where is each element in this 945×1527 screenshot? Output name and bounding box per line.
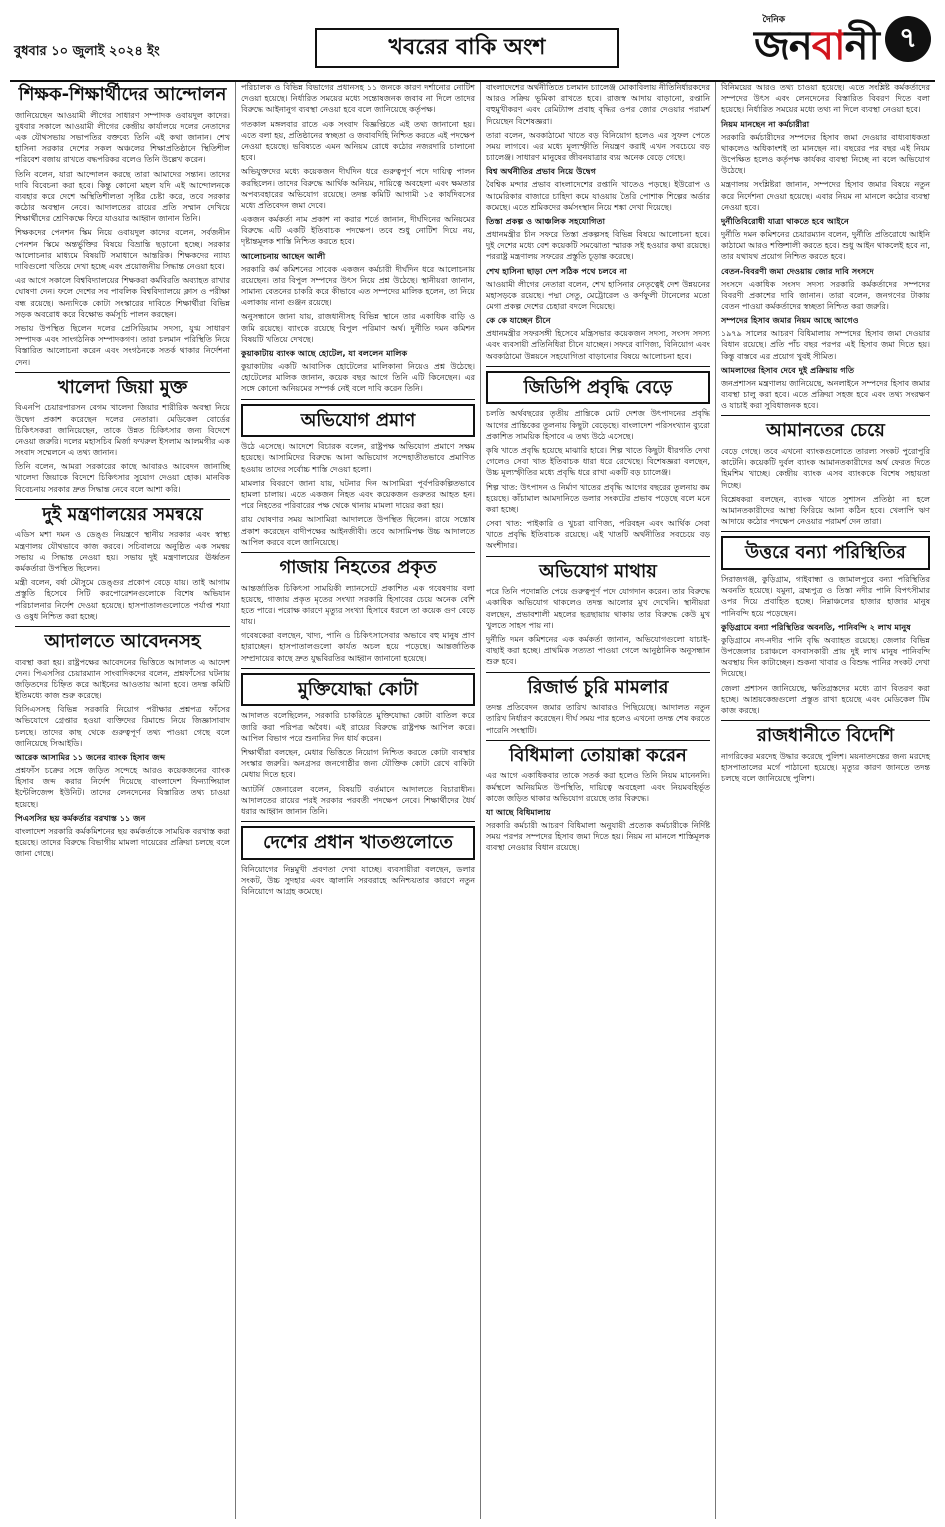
masthead bbox=[10, 8, 935, 82]
subheading: আমলাদের হিসাব দেবে দুই প্রক্রিয়ায় গতি bbox=[721, 364, 855, 375]
body-paragraph: তদন্ত প্রতিবেদন জমার তারিখ আবারও পিছিয়েছে। আদালত নতুন তারিখ নির্ধারণ করেছেন। দীর্ঘ সময় পার হলেও এখনো তদন্ত শেষ করতে পারেনি সংস্থাটি। bbox=[486, 703, 710, 735]
body-paragraph: কৃষি খাতে প্রবৃদ্ধি হয়েছে মাঝারি হারে। শিল্প খাতে কিছুটা ধীরগতি দেখা গেলেও সেবা খাত ইতিবাচক ধারা ধরে রেখেছে। বিশেষজ্ঞরা বলছেন, উচ্চ মূল্যস্ফীতির মধ্যে প্রবৃদ্ধি ধরে রাখা একটি বড় চ্যালেঞ্জ। bbox=[486, 445, 710, 478]
headline: উত্তরে বন্যা পরিস্থিতির bbox=[721, 536, 930, 570]
subheading: কে কে যাচ্ছেন চীনে bbox=[486, 315, 551, 326]
body-paragraph: বিএনপি চেয়ারপারসন বেগম খালেদা জিয়ার শারীরিক অবস্থা নিয়ে উদ্বেগ প্রকাশ করেছেন দলের নেতারা। মেডিকেল বোর্ডের চিকিৎসকরা জানিয়েছেন, তাকে উন্নত চিকিৎসার জন্য বিদেশে নেওয়া জরুরি। দলের মহাসচিব মির্জা ফখরুল ইসলাম আলমগীর এক সংবাদ সম্মেলনে এ তথ্য জানান। bbox=[15, 403, 230, 458]
body-paragraph: বৈশ্বিক মন্দার প্রভাব বাংলাদেশের রপ্তানি খাতেও পড়ছে। ইউরোপ ও আমেরিকার বাজারে চাহিদা কমে যাওয়ায় তৈরি পোশাক শিল্পের অর্ডার কমেছে। এতে শ্রমিকদের কর্মসংস্থান নিয়ে শঙ্কা দেখা দিয়েছে। bbox=[486, 180, 710, 212]
subheading: বিশ্ব অর্থনীতির প্রভাব নিয়ে উদ্বেগ bbox=[486, 166, 596, 177]
subheading: দুর্নীতিবিরোধী যাত্রা থাকতে হবে আইনে bbox=[721, 215, 849, 226]
body-paragraph: প্রধানমন্ত্রীর চীন সফরে তিস্তা প্রকল্পসহ বিভিন্ন বিষয়ে আলোচনা হবে। দুই দেশের মধ্যে বেশ কয়েকটি সমঝোতা স্মারক সই হওয়ার কথা রয়েছে। পররাষ্ট্র মন্ত্রণালয় সফরের প্রস্তুতি চূড়ান্ত করেছে। bbox=[486, 230, 710, 262]
subheading: তিস্তা প্রকল্প ও আঞ্চলিক সহযোগিতা bbox=[486, 215, 606, 226]
column-1 bbox=[10, 82, 235, 1519]
brand-logo-part-3: নী bbox=[844, 23, 879, 69]
body-paragraph: ১৯৭৯ সালের আচরণ বিধিমালায় সম্পদের হিসাব জমা দেওয়ার বিধান রয়েছে। প্রতি পাঁচ বছর পরপর এই হিসাব জমা দিতে হয়। কিন্তু বাস্তবে এর প্রয়োগ খুবই সীমিত। bbox=[721, 329, 930, 361]
column-divider bbox=[721, 720, 930, 721]
headline: দেশের প্রধান খাতগুলোতে bbox=[241, 826, 475, 860]
body-paragraph: সেবা খাত: পাইকারি ও খুচরা বাণিজ্য, পরিবহন এবং আর্থিক সেবা খাতে প্রবৃদ্ধি ইতিবাচক রয়েছে। এই খাতটি অর্থনীতির সবচেয়ে বড় অংশীদার। bbox=[486, 519, 710, 551]
body-paragraph: অভিযুক্তদের মধ্যে কয়েকজন দীর্ঘদিন ধরে গুরুত্বপূর্ণ পদে দায়িত্ব পালন করছিলেন। তাদের বিরুদ্ধে আর্থিক অনিয়ম, দায়িত্বে অবহেলা এবং ক্ষমতার অপব্যবহারের অভিযোগ রয়েছে। তদন্ত কমিটি আগামী ১৫ কার্যদিবসের মধ্যে প্রতিবেদন জমা দেবে। bbox=[241, 167, 475, 210]
headline: জিডিপি প্রবৃদ্ধি বেড়ে bbox=[486, 371, 710, 405]
headline: অভিযোগ মাথায় bbox=[539, 560, 657, 582]
article-columns bbox=[10, 82, 935, 1519]
column-divider bbox=[486, 366, 710, 367]
body-paragraph: আন্তর্জাতিক চিকিৎসা সাময়িকী ল্যানসেটে প্রকাশিত এক গবেষণায় বলা হয়েছে, গাজায় প্রকৃত মৃতের সংখ্যা সরকারি হিসাবের চেয়ে অনেক বেশি হতে পারে। পরোক্ষ কারণে মৃত্যুর সংখ্যা হিসাবে ধরলে তা কয়েক গুণ বেড়ে যায়। bbox=[241, 583, 475, 627]
body-paragraph: তিনি বলেন, যারা আন্দোলন করছে তারা আমাদের সন্তান। তাদের দাবি বিবেচনা করা হবে। কিন্তু কোনো মহল যদি এই আন্দোলনকে ব্যবহার করে দেশে অস্থিতিশীলতা সৃষ্টির চেষ্টা করে, তবে সরকার কঠোর অবস্থান নেবে। আদালতের রায়ের প্রতি সম্মান দেখিয়ে শিক্ষার্থীদের শ্রেণিকক্ষে ফিরে যাওয়ার আহ্বান জানান তিনি। bbox=[15, 169, 230, 224]
headline: শিক্ষক-শিক্ষার্থীদের আন্দোলন bbox=[18, 84, 227, 105]
body-paragraph: আদালত বলেছিলেন, সরকারি চাকরিতে মুক্তিযোদ্ধা কোটা বাতিল করে জারি করা পরিপত্র অবৈধ। এই রায়ের বিরুদ্ধে রাষ্ট্রপক্ষ আপিল করে। আপিল বিভাগ পরে শুনানির দিন ধার্য করেন। bbox=[241, 711, 475, 743]
body-paragraph: বিসিএসসহ বিভিন্ন সরকারি নিয়োগ পরীক্ষার প্রশ্নপত্র ফাঁসের অভিযোগে গ্রেপ্তার হওয়া ব্যক্তিদের রিমান্ডে নিয়ে জিজ্ঞাসাবাদ চলছে। তাদের কাছ থেকে গুরুত্বপূর্ণ তথ্য পাওয়া গেছে বলে জানিয়েছে সিআইডি। bbox=[15, 705, 230, 748]
body-paragraph: বেড়ে গেছে। তবে এখনো ব্যাংকগুলোতে তারল্য সংকট পুরোপুরি কাটেনি। কয়েকটি দুর্বল ব্যাংক আমানতকারীদের অর্থ ফেরত দিতে হিমশিম খাচ্ছে। কেন্দ্রীয় ব্যাংক এসব ব্যাংককে বিশেষ সহায়তা দিচ্ছে। bbox=[721, 447, 930, 490]
headline: খালেদা জিয়া মুক্ত bbox=[57, 376, 188, 398]
brand-logo bbox=[754, 14, 879, 74]
column-divider bbox=[241, 668, 475, 669]
column-divider bbox=[486, 672, 710, 673]
headline: অভিযোগ প্রমাণ bbox=[241, 404, 475, 438]
body-paragraph: বিশ্লেষকরা বলছেন, ব্যাংক খাতে সুশাসন প্রতিষ্ঠা না হলে আমানতকারীদের আস্থা ফিরিয়ে আনা কঠিন হবে। খেলাপি ঋণ আদায়ে কঠোর পদক্ষেপ নেওয়ার পরামর্শ দেন তারা। bbox=[721, 494, 930, 527]
body-paragraph: অ্যাটর্নি জেনারেল বলেন, বিষয়টি বর্তমানে আদালতে বিচারাধীন। আদালতের রায়ের পরই সরকার পরবর্তী পদক্ষেপ নেবে। শিক্ষার্থীদের ধৈর্য ধরার আহ্বান জানান তিনি। bbox=[241, 784, 475, 816]
body-paragraph: একজন কর্মকর্তা নাম প্রকাশ না করার শর্তে জানান, দীর্ঘদিনের অনিয়মের বিরুদ্ধে এটি একটি ইতিবাচক পদক্ষেপ। তবে শুধু নোটিশ দিয়ে নয়, দৃষ্টান্তমূলক শাস্তি নিশ্চিত করতে হবে। bbox=[241, 215, 475, 247]
body-paragraph: উঠে এসেছে। আদেশে বিচারক বলেন, রাষ্ট্রপক্ষ অভিযোগ প্রমাণে সক্ষম হয়েছে। আসামিদের বিরুদ্ধে আনা অভিযোগ সন্দেহাতীতভাবে প্রমাণিত হওয়ায় তাদের সর্বোচ্চ শাস্তি দেওয়া হলো। bbox=[241, 442, 475, 474]
page-number-badge: ৭ bbox=[885, 16, 931, 62]
column-divider bbox=[721, 415, 930, 416]
column-divider bbox=[721, 531, 930, 532]
headline: বিধিমালা তোয়াক্কা করেন bbox=[509, 744, 687, 766]
column-divider bbox=[241, 821, 475, 822]
headline: আদালতে আবেদনসহ bbox=[44, 630, 201, 652]
headline: দুই মন্ত্রণালয়ের সমন্বয়ে bbox=[42, 503, 203, 525]
subheading: সম্পদের হিসাব জমার নিয়ম আছে আগেও bbox=[721, 315, 859, 326]
column-divider bbox=[15, 372, 230, 373]
subheading: নিয়ম মানছেন না কর্মচারীরা bbox=[721, 118, 810, 129]
headline: গাজায় নিহতের প্রকৃত bbox=[279, 556, 437, 578]
body-paragraph: দুর্নীতি দমন কমিশনের চেয়ারম্যান বলেন, দুর্নীতি প্রতিরোধে আইনি কাঠামো আরও শক্তিশালী করতে হবে। শুধু আইন থাকলেই হবে না, তার যথাযথ প্রয়োগ নিশ্চিত করতে হবে। bbox=[721, 230, 930, 262]
column-2 bbox=[235, 82, 480, 1519]
column-divider bbox=[241, 399, 475, 400]
body-paragraph: পরিচালক ও বিভিন্ন বিভাগের প্রধানসহ ১১ জনকে কারণ দর্শানোর নোটিশ দেওয়া হয়েছে। নির্ধারিত সময়ের মধ্যে সন্তোষজনক জবাব না দিলে তাদের বিরুদ্ধে আইনানুগ ব্যবস্থা নেওয়া হবে বলে জানিয়েছে কর্তৃপক্ষ। bbox=[241, 83, 475, 115]
body-paragraph: মামলার বিবরণে জানা যায়, ঘটনার দিন আসামিরা পূর্বপরিকল্পিতভাবে হামলা চালায়। এতে একজন নিহত এবং কয়েকজন গুরুতর আহত হন। পরে নিহতের পরিবারের পক্ষ থেকে থানায় মামলা দায়ের করা হয়। bbox=[241, 478, 475, 511]
column-divider bbox=[15, 499, 230, 500]
issue-date: বুধবার ১০ জুলাই ২০২৪ ইং bbox=[14, 44, 160, 59]
body-paragraph: প্রধানমন্ত্রীর সফরসঙ্গী হিসেবে মন্ত্রিসভার কয়েকজন সদস্য, সংসদ সদস্য এবং ব্যবসায়ী প্রতিনিধিরা চীনে যাচ্ছেন। সফরে বাণিজ্য, বিনিয়োগ এবং অবকাঠামো উন্নয়নে সহযোগিতা বাড়ানোর বিষয়ে আলোচনা হবে। bbox=[486, 329, 710, 361]
headline: রাজধানীতে বিদেশি bbox=[756, 725, 895, 747]
body-paragraph: বিনিয়োগের নিম্নমুখী প্রবণতা দেখা যাচ্ছে। ব্যবসায়ীরা বলছেন, ডলার সংকট, উচ্চ সুদহার এবং জ্বালানি সরবরাহে অনিশ্চয়তার কারণে নতুন বিনিয়োগে আগ্রহ কমেছে। bbox=[241, 864, 475, 897]
body-paragraph: প্রশ্নফাঁস চক্রের সঙ্গে জড়িত সন্দেহে আরও কয়েকজনের ব্যাংক হিসাব জব্দ করার নির্দেশ দিয়েছে বাংলাদেশ ফিন্যান্সিয়াল ইন্টেলিজেন্স ইউনিট। তাদের লেনদেনের বিস্তারিত তথ্য চাওয়া হয়েছে। bbox=[15, 766, 230, 809]
body-paragraph: সরকারি কর্ম কমিশনের সাবেক একজন কর্মচারী দীর্ঘদিন ধরে আলোচনায় রয়েছেন। তার বিপুল সম্পদের উৎস নিয়ে প্রশ্ন উঠেছে। স্থানীয়রা জানান, সামান্য বেতনের চাকরি করে কীভাবে এত সম্পদের মালিক হলেন, তা নিয়ে এলাকায় নানা গুঞ্জন রয়েছে। bbox=[241, 264, 475, 308]
brand-logo-part-2: বা bbox=[811, 23, 845, 69]
body-paragraph: এডিস মশা দমন ও ডেঙ্গু নিয়ন্ত্রণে স্থানীয় সরকার এবং স্বাস্থ্য মন্ত্রণালয় যৌথভাবে কাজ করবে। সচিবালয়ে অনুষ্ঠিত এক সমন্বয় সভায় এ সিদ্ধান্ত নেওয়া হয়। সভায় দুই মন্ত্রণালয়ের ঊর্ধ্বতন কর্মকর্তারা উপস্থিত ছিলেন। bbox=[15, 530, 230, 573]
subheading: আলোচনায় আছেন আলী bbox=[241, 250, 326, 261]
body-paragraph: ব্যবস্থা করা হয়। রাষ্ট্রপক্ষের আবেদনের ভিত্তিতে আদালত এ আদেশ দেন। পিএসসির চেয়ারম্যান সাংবাদিকদের বলেন, প্রশ্নফাঁসের ঘটনায় জড়িতদের চিহ্নিত করে আইনের আওতায় আনা হবে। তদন্ত কমিটি ইতিমধ্যে কাজ শুরু করেছে। bbox=[15, 657, 230, 701]
body-paragraph: নাগরিকের মরদেহ উদ্ধার করেছে পুলিশ। ময়নাতদন্তের জন্য মরদেহ হাসপাতালের মর্গে পাঠানো হয়েছে। মৃত্যুর কারণ জানতে তদন্ত চলছে বলে জানিয়েছে পুলিশ। bbox=[721, 751, 930, 784]
body-paragraph: কুয়াকাটায় একটি আবাসিক হোটেলের মালিকানা নিয়েও প্রশ্ন উঠেছে। হোটেলের মালিক জানান, কয়েক বছর আগে তিনি এটি কিনেছেন। এর সঙ্গে কোনো অনিয়মের সম্পর্ক নেই বলে দাবি করেন তিনি। bbox=[241, 362, 475, 394]
body-paragraph: জেলা প্রশাসন জানিয়েছে, ক্ষতিগ্রস্তদের মধ্যে ত্রাণ বিতরণ করা হচ্ছে। আশ্রয়কেন্দ্রগুলো প্রস্তুত রাখা হয়েছে এবং মেডিকেল টিম কাজ করছে। bbox=[721, 683, 930, 715]
body-paragraph: দুর্নীতি দমন কমিশনের এক কর্মকর্তা জানান, অভিযোগগুলো যাচাই-বাছাই করা হচ্ছে। প্রাথমিক সত্যতা পাওয়া গেলে আনুষ্ঠানিক অনুসন্ধান শুরু হবে। bbox=[486, 635, 710, 667]
subheading: পিএসসির ছয় কর্মকর্তার বরখাস্ত ১১ জন bbox=[15, 812, 146, 823]
subheading: যা আছে বিধিমালায় bbox=[486, 806, 551, 817]
headline: আমানতের চেয়ে bbox=[766, 420, 885, 442]
body-paragraph: রায় ঘোষণার সময় আসামিরা আদালতে উপস্থিত ছিলেন। রায়ে সন্তোষ প্রকাশ করেছেন বাদীপক্ষের আইনজীবী। তবে আসামিপক্ষ উচ্চ আদালতে আপিল করবে বলে জানিয়েছে। bbox=[241, 515, 475, 547]
body-paragraph: বিনিময়ের আরও তথ্য চাওয়া হয়েছে। এতে সংশ্লিষ্ট কর্মকর্তাদের সম্পদের উৎস এবং লেনদেনের বিস্তারিত বিবরণ দিতে বলা হয়েছে। নির্ধারিত সময়ের মধ্যে তথ্য না দিলে ব্যবস্থা নেওয়া হবে। bbox=[721, 83, 930, 115]
body-paragraph: মন্ত্রণালয় সংশ্লিষ্টরা জানান, সম্পদের হিসাব জমার বিষয়ে নতুন করে নির্দেশনা দেওয়া হয়েছে। এবার নিয়ম না মানলে কঠোর ব্যবস্থা নেওয়া হবে। bbox=[721, 180, 930, 212]
body-paragraph: বাংলাদেশের অর্থনীতিতে চলমান চ্যালেঞ্জ মোকাবিলায় নীতিনির্ধারকদের আরও সক্রিয় ভূমিকা রাখতে হবে। রাজস্ব আদায় বাড়ানো, রপ্তানি বহুমুখীকরণ এবং রেমিট্যান্স প্রবাহ বৃদ্ধির ওপর জোর দেওয়ার পরামর্শ দিয়েছেন বিশেষজ্ঞরা। bbox=[486, 83, 710, 126]
body-paragraph: মন্ত্রী বলেন, বর্ষা মৌসুমে ডেঙ্গুর প্রকোপ বেড়ে যায়। তাই আগাম প্রস্তুতি হিসেবে সিটি করপোরেশনগুলোকে বিশেষ অভিযান পরিচালনার নির্দেশ দেওয়া হয়েছে। হাসপাতালগুলোতে পর্যাপ্ত শয্যা ও ওষুধ নিশ্চিত করা হচ্ছে। bbox=[15, 578, 230, 621]
body-paragraph: অনুসন্ধানে জানা যায়, রাজধানীসহ বিভিন্ন স্থানে তার একাধিক বাড়ি ও জমি রয়েছে। ব্যাংকে রয়েছে বিপুল পরিমাণ অর্থ। দুর্নীতি দমন কমিশন বিষয়টি খতিয়ে দেখছে। bbox=[241, 312, 475, 344]
body-paragraph: তারা বলেন, অবকাঠামো খাতে বড় বিনিয়োগ হলেও এর সুফল পেতে সময় লাগবে। এর মধ্যে মূল্যস্ফীতি নিয়ন্ত্রণ করাই এখন সবচেয়ে বড় চ্যালেঞ্জ। সাধারণ মানুষের জীবনযাত্রার ব্যয় অনেক বেড়ে গেছে। bbox=[486, 130, 710, 163]
body-paragraph: গতকাল মঙ্গলবার রাতে এক সংবাদ বিজ্ঞপ্তিতে এই তথ্য জানানো হয়। এতে বলা হয়, প্রতিষ্ঠানের স্বচ্ছতা ও জবাবদিহি নিশ্চিত করতে এই পদক্ষেপ নেওয়া হয়েছে। ভবিষ্যতে এমন অনিয়ম রোধে কঠোর নজরদারি চালানো হবে। bbox=[241, 119, 475, 163]
body-paragraph: শিক্ষার্থীরা বলছেন, মেধার ভিত্তিতে নিয়োগ নিশ্চিত করতে কোটা ব্যবস্থার সংস্কার জরুরি। অনগ্রসর জনগোষ্ঠীর জন্য যৌক্তিক কোটা রেখে বাকিটা মেধায় দিতে হবে। bbox=[241, 747, 475, 780]
headline: রিজার্ভ চুরি মামলার bbox=[527, 676, 669, 698]
subheading: কুয়াকাটায় ব্যাংক আছে হোটেল, যা বললেন মালিক bbox=[241, 348, 408, 358]
subheading: কুড়িগ্রামে বন্যা পরিস্থিতির অবনতি, পানিবন্দি ২ লাখ মানুষ bbox=[721, 621, 911, 632]
column-divider bbox=[486, 740, 710, 741]
column-4 bbox=[715, 82, 935, 1519]
headline: মুক্তিযোদ্ধা কোটা bbox=[241, 673, 475, 707]
body-paragraph: বাংলাদেশ সরকারি কর্মকমিশনের ছয় কর্মকর্তাকে সাময়িক বরখাস্ত করা হয়েছে। তাদের বিরুদ্ধে বিভাগীয় মামলা দায়েরের প্রক্রিয়া চলছে বলে জানা গেছে। bbox=[15, 826, 230, 859]
body-paragraph: পরে তিনি পদোন্নতি পেয়ে গুরুত্বপূর্ণ পদে যোগদান করেন। তার বিরুদ্ধে একাধিক অভিযোগ থাকলেও তদন্ত আলোর মুখ দেখেনি। স্থানীয়রা বলছেন, প্রভাবশালী মহলের ছত্রছায়ায় থাকায় তার বিরুদ্ধে কেউ মুখ খুলতে সাহস পায় না। bbox=[486, 587, 710, 630]
column-divider bbox=[241, 552, 475, 553]
body-paragraph: সরকারি কর্মচারী আচরণ বিধিমালা অনুযায়ী প্রত্যেক কর্মচারীকে নির্দিষ্ট সময় পরপর সম্পদের হিসাব জমা দিতে হয়। নিয়ম না মানলে শাস্তিমূলক ব্যবস্থা নেওয়ার বিধান রয়েছে। bbox=[486, 820, 710, 853]
subheading: বেতন-বিবরণী জমা দেওয়ায় জোর দাবি সংসদে bbox=[721, 265, 874, 276]
column-divider bbox=[15, 626, 230, 627]
body-paragraph: জানিয়েছেন আওয়ামী লীগের সাধারণ সম্পাদক ওবায়দুল কাদের। বুধবার সকালে আওয়ামী লীগের কেন্দ্রীয় কার্যালয়ে দলের নেতাদের এক যৌথসভায় সভাপতির বক্তব্যে তিনি এই কথা জানান। শেখ হাসিনা সরকার দেশের সকল অঞ্চলের শিক্ষাপ্রতিষ্ঠানে স্থিতিশীল পরিবেশ বজায় রাখতে বদ্ধপরিকর বলেও তিনি উল্লেখ করেন। bbox=[15, 110, 230, 165]
brand-logo-part-1: জন bbox=[754, 23, 812, 69]
body-paragraph: তিনি বলেন, আমরা সরকারের কাছে আবারও আবেদন জানাচ্ছি খালেদা জিয়াকে বিদেশে চিকিৎসার সুযোগ দেওয়া হোক। মানবিক বিবেচনায় সরকার দ্রুত সিদ্ধান্ত নেবে বলে আশা করি। bbox=[15, 462, 230, 494]
section-title: খবরের বাকি অংশ bbox=[315, 28, 619, 68]
body-paragraph: গবেষকেরা বলছেন, খাদ্য, পানি ও চিকিৎসাসেবার অভাবে বহু মানুষ প্রাণ হারাচ্ছেন। হাসপাতালগুলো কার্যত অচল হয়ে পড়েছে। আন্তর্জাতিক সম্প্রদায়ের কাছে দ্রুত যুদ্ধবিরতির আহ্বান জানানো হয়েছে। bbox=[241, 631, 475, 663]
body-paragraph: চলতি অর্থবছরের তৃতীয় প্রান্তিকে মোট দেশজ উৎপাদনের প্রবৃদ্ধি আগের প্রান্তিকের তুলনায় কিছুটা বেড়েছে। বাংলাদেশ পরিসংখ্যান ব্যুরো প্রকাশিত সাময়িক হিসাবে এ তথ্য উঠে এসেছে। bbox=[486, 409, 710, 441]
column-divider bbox=[486, 556, 710, 557]
brand-prefix: দৈনিক bbox=[762, 15, 785, 25]
body-paragraph: জনপ্রশাসন মন্ত্রণালয় জানিয়েছে, অনলাইনে সম্পদের হিসাব জমার ব্যবস্থা চালু করা হবে। এতে প্রক্রিয়া সহজ হবে এবং তথ্য সংরক্ষণ ও যাচাই করা সুবিধাজনক হবে। bbox=[721, 378, 930, 411]
body-paragraph: আওয়ামী লীগের নেতারা বলেন, শেখ হাসিনার নেতৃত্বেই দেশ উন্নয়নের মহাসড়কে রয়েছে। পদ্মা সেতু, মেট্রোরেল ও কর্ণফুলী টানেলের মতো মেগা প্রকল্প দেশের চেহারা বদলে দিয়েছে। bbox=[486, 279, 710, 311]
body-paragraph: সিরাজগঞ্জ, কুড়িগ্রাম, গাইবান্ধা ও জামালপুরে বন্যা পরিস্থিতির অবনতি হয়েছে। যমুনা, ব্রহ্মপুত্র ও তিস্তা নদীর পানি বিপৎসীমার ওপর দিয়ে প্রবাহিত হচ্ছে। নিম্নাঞ্চলের হাজার হাজার মানুষ পানিবন্দি হয়ে পড়েছেন। bbox=[721, 574, 930, 618]
subheading: শেখ হাসিনা ছাড়া দেশ সঠিক পথে চলবে না bbox=[486, 265, 627, 276]
body-paragraph: কুড়িগ্রামে নদ-নদীর পানি বৃদ্ধি অব্যাহত রয়েছে। জেলার বিভিন্ন উপজেলার চরাঞ্চলে বসবাসকারী প্রায় দুই লাখ মানুষ পানিবন্দি অবস্থায় দিন কাটাচ্ছেন। শুকনা খাবার ও বিশুদ্ধ পানির সংকট দেখা দিয়েছে। bbox=[721, 635, 930, 679]
subheading: আরেক আসামির ১১ জনের ব্যাংক হিসাব জব্দ bbox=[15, 752, 166, 762]
body-paragraph: সরকারি কর্মচারীদের সম্পদের হিসাব জমা দেওয়ার বাধ্যবাধকতা থাকলেও অধিকাংশই তা মানছেন না। বছরের পর বছর এই নিয়ম উপেক্ষিত হলেও কর্তৃপক্ষ কার্যকর ব্যবস্থা নিচ্ছে না বলে অভিযোগ উঠেছে। bbox=[721, 132, 930, 176]
body-paragraph: সংসদে একাধিক সংসদ সদস্য সরকারি কর্মকর্তাদের সম্পদের বিবরণী প্রকাশের দাবি জানান। তারা বলেন, জনগণের টাকায় বেতন পাওয়া কর্মকর্তাদের স্বচ্ছতা নিশ্চিত করা জরুরি। bbox=[721, 279, 930, 311]
body-paragraph: শিক্ষকদের পেনশন স্কিম নিয়ে ওবায়দুল কাদের বলেন, সর্বজনীন পেনশন স্কিমে অন্তর্ভুক্তির বিষয়ে বিভ্রান্তি ছড়ানো হচ্ছে। সরকার আলোচনার মাধ্যমে বিষয়টি সমাধানে আন্তরিক। শিক্ষকদের ন্যায্য দাবিগুলো খতিয়ে দেখা হচ্ছে এবং প্রয়োজনীয় সিদ্ধান্ত নেওয়া হবে। bbox=[15, 228, 230, 272]
body-paragraph: এর আগে সকালে বিশ্ববিদ্যালয়ের শিক্ষকরা কর্মবিরতি অব্যাহত রাখার ঘোষণা দেন। ফলে দেশের সব পাবলিক বিশ্ববিদ্যালয়ে ক্লাস ও পরীক্ষা বন্ধ রয়েছে। অন্যদিকে কোটা সংস্কারের দাবিতে শিক্ষার্থীরা বিভিন্ন সড়ক অবরোধ করে বিক্ষোভ কর্মসূচি পালন করছেন। bbox=[15, 276, 230, 319]
body-paragraph: এর আগে একাধিকবার তাকে সতর্ক করা হলেও তিনি নিয়ম মানেননি। কর্মস্থলে অনিয়মিত উপস্থিতি, দায়িত্বে অবহেলা এবং নিয়মবহির্ভূত কাজে জড়িত থাকার অভিযোগ রয়েছে তার বিরুদ্ধে। bbox=[486, 771, 710, 803]
column-3 bbox=[480, 82, 715, 1519]
body-paragraph: সভায় উপস্থিত ছিলেন দলের প্রেসিডিয়াম সদস্য, যুগ্ম সাধারণ সম্পাদক এবং সাংগঠনিক সম্পাদকগণ। তারা চলমান পরিস্থিতি নিয়ে বিস্তারিত আলোচনা করেন এবং সংগঠনকে সতর্ক থাকার নির্দেশনা দেন। bbox=[15, 323, 230, 367]
body-paragraph: শিল্প খাত: উৎপাদন ও নির্মাণ খাতের প্রবৃদ্ধি আগের বছরের তুলনায় কম হয়েছে। কাঁচামাল আমদানিতে ডলার সংকটের প্রভাব পড়েছে বলে মনে করা হচ্ছে। bbox=[486, 482, 710, 514]
